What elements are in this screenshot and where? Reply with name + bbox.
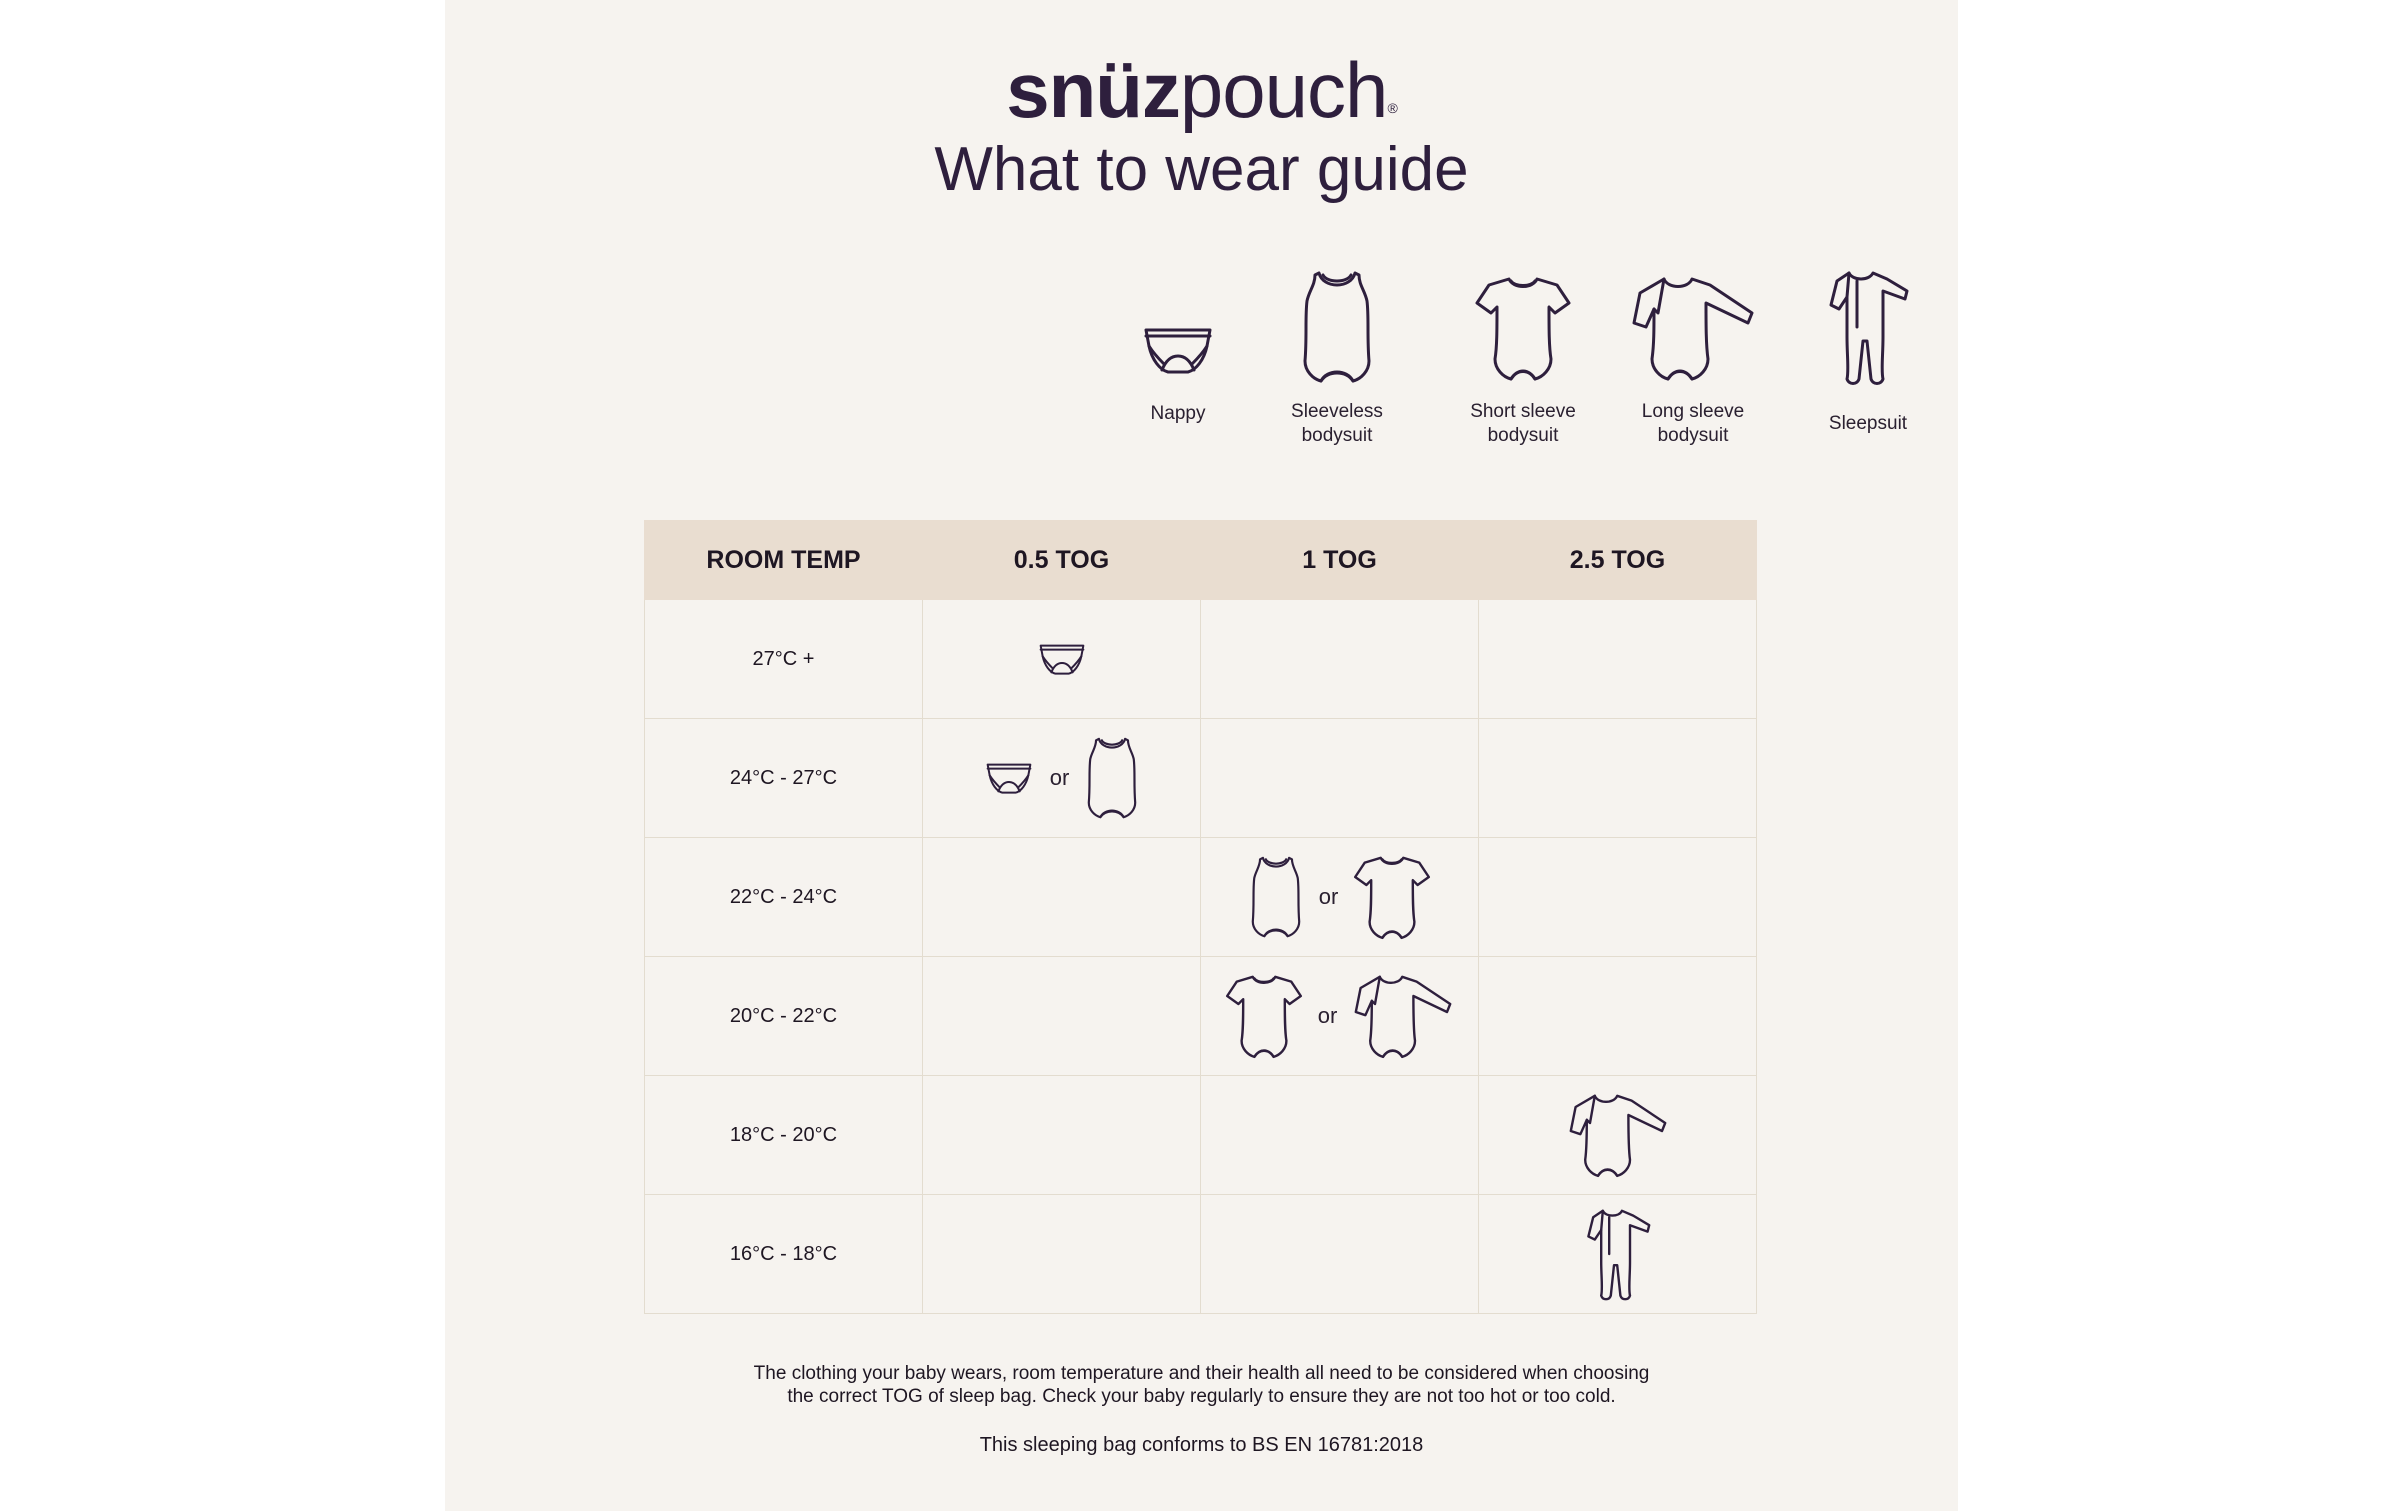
empty-cell (1479, 600, 1757, 719)
table-row (645, 838, 1757, 957)
empty-cell (1479, 719, 1757, 838)
empty-cell (1201, 600, 1479, 719)
empty-cell (1479, 957, 1757, 1076)
legend-label: bodysuit (1301, 425, 1373, 446)
table-row (645, 957, 1757, 1076)
header-tog-1: 1 TOG (1201, 521, 1479, 600)
legend-label: Sleeveless (1291, 401, 1383, 422)
nappy-icon (1138, 320, 1218, 380)
page-title: What to wear guide (934, 135, 1469, 204)
table-header-row (645, 521, 1757, 600)
sleepsuit-icon (1582, 1202, 1654, 1306)
sleeveless-bodysuit-icon (1247, 853, 1305, 941)
empty-cell (1201, 719, 1479, 838)
footnote (445, 1362, 1958, 1408)
temp-cell: 22°C - 24°C (645, 838, 923, 957)
empty-cell (1201, 1076, 1479, 1195)
legend-label: bodysuit (1657, 425, 1729, 446)
or-separator: or (1318, 884, 1339, 909)
table-row (645, 1195, 1757, 1314)
short-sleeve-bodysuit-icon (1352, 853, 1432, 941)
outfit-cell (923, 600, 1201, 719)
header-tog-25: 2.5 TOG (1479, 521, 1757, 600)
or-separator: or (1317, 1003, 1338, 1028)
short-sleeve-bodysuit-icon (1224, 972, 1304, 1060)
outfit-cell (1479, 1076, 1757, 1195)
temp-cell: 24°C - 27°C (645, 719, 923, 838)
temp-cell: 16°C - 18°C (645, 1195, 923, 1314)
legend-label: Sleepsuit (1828, 413, 1908, 434)
legend-label: bodysuit (1487, 425, 1559, 446)
sleepsuit-icon (1823, 267, 1913, 387)
legend-label: Short sleeve (1470, 401, 1576, 422)
temp-cell: 27°C + (645, 600, 923, 719)
empty-cell (923, 1195, 1201, 1314)
table-row (645, 600, 1757, 719)
brand-logo: snüzpouch® (1006, 46, 1397, 134)
table-row (645, 1076, 1757, 1195)
empty-cell (1201, 1195, 1479, 1314)
nappy-icon (982, 758, 1036, 798)
short-sleeve-bodysuit-icon (1473, 273, 1573, 383)
legend-label: Nappy (1150, 403, 1206, 424)
temp-cell: 20°C - 22°C (645, 957, 923, 1076)
or-separator: or (1049, 765, 1070, 790)
nappy-icon (1035, 639, 1089, 679)
empty-cell (923, 957, 1201, 1076)
guide-panel (445, 0, 1958, 1511)
long-sleeve-bodysuit-icon (1566, 1091, 1670, 1179)
empty-cell (923, 838, 1201, 957)
outfit-cell (1479, 1195, 1757, 1314)
header-tog-05: 0.5 TOG (923, 521, 1201, 600)
temp-cell: 18°C - 20°C (645, 1076, 923, 1195)
empty-cell (1479, 838, 1757, 957)
tog-guide-table (644, 520, 1757, 1314)
sleeveless-bodysuit-icon (1297, 267, 1377, 387)
legend-label: Long sleeve (1641, 401, 1745, 422)
long-sleeve-bodysuit-icon (1628, 273, 1758, 383)
header-room-temp: ROOM TEMP (645, 521, 923, 600)
conformance-note: This sleeping bag conforms to BS EN 16781:2018 (979, 1434, 1424, 1456)
empty-cell (923, 1076, 1201, 1195)
legend-item-sleepsuit (1758, 255, 1978, 436)
footnote-line: the correct TOG of sleep bag. Check your baby regularly to ensure they are not too hot or too cold. (787, 1386, 1616, 1407)
table-row (645, 719, 1757, 838)
footnote-line: The clothing your baby wears, room temperature and their health all need to be considered when choosing (753, 1363, 1650, 1384)
long-sleeve-bodysuit-icon (1351, 972, 1455, 1060)
outfit-cell (1201, 838, 1479, 957)
outfit-cell (1201, 957, 1479, 1076)
outfit-cell (923, 719, 1201, 838)
sleeveless-bodysuit-icon (1083, 734, 1141, 822)
